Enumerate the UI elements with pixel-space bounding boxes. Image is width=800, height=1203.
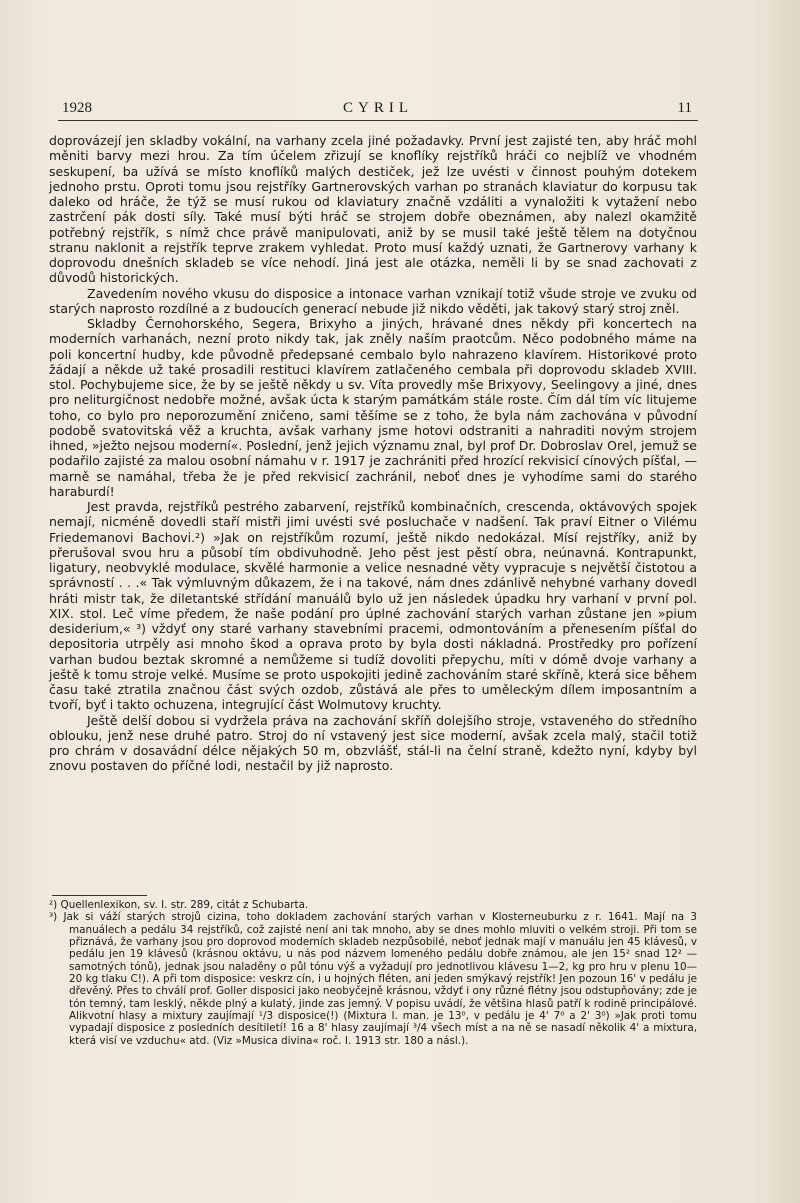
- header-year: 1928: [62, 100, 92, 116]
- paragraph-2: Zavedením nového vkusu do disposice a intonace varhan vznikají totiž všude stroje ve zvuku od starých naprosto rozdílné a z budoucích generací nebude již nikdo věděti, jak takový starý stroj zněl.: [49, 285, 697, 316]
- footnote-divider: [52, 895, 147, 896]
- page-number: 11: [677, 100, 692, 116]
- paragraph-1: doprovázejí jen skladby vokální, na varhany zcela jiné požadavky. První jest zajisté ten, aby hráč mohl měniti barvy mezi hrou. Za tím účelem zřizují se knoflíky rejstříků hráči co nejblíž ve vhodném seskupení, ba užívá se místo knoflíků malých destiček, jež lze uvésti v činnost pouhým dotekem jednoho prstu. Oproti tomu jsou rejstříky Gartnerovských varhan po stranách klaviatur do korpusu tak daleko od hráče, že týž se musí rukou od klaviatury značně vzdáliti a vynaložiti k vytažení nebo zastrčení pák dosti síly. Také musí býti hráč se strojem dobře obeznámen, aby nalezl okamžitě potřebný rejstřík, s nímž chce právě manipulovati, aniž by se musil také ještě tělem na dotyčnou stranu naklonit a rejstřík teprve zrakem vyhledat. Proto musí každý uznati, že Gartnerovy varhany k doprovodu dnešních skladeb se více nehodí. Jiná jest ale otázka, neměli li by se snad zachovati z důvodů historických.: [49, 133, 697, 286]
- footnote-3: ³) Jak si váží starých strojů cizina, toho dokladem zachování starých varhan v Klosterneuburku z r. 1641. Mají na 3 manuálech a pedálu 34 rejstříků, což zajisté není ani tak mnoho, aby se dnes mohlo mluviti o velkém stroji. Při tom se přiznává, že varhany jsou pro doprovod moderních skladeb nezpůsobilé, neboť jednak mají v manuálu jen 45 klávesů, v pedálu jen 19 klávesů (krásnou oktávu, u nás pod názvem lomeného pedálu dobře známou, ale jen 15² snad 12² — samotných tónů), jednak jsou naladěny o půl tónu výš a vyžadují pro jednotlivou klávesu 1—2, kg pro hru v plenu 10—20 kg tlaku C!). A při tom disposice: veskrz cín, i u hojných fléten, ani jeden smýkavý rejstřík! Jen pozoun 16' v pedálu je dřevěný. Přes to chválí prof. Goller disposici jako neobyčejně krásnou, vždyť i ony různé flétny jsou odstupňovány; zde je tón temný, tam lesklý, někde plný a kulatý, jinde zas jemný. V popisu uvádí, že většina hlasů patří k rodině principálové. Alikvotní hlasy a mixtury zaujímají ¹/3 disposice(!) (Mixtura I. man. je 13⁰, v pedálu je 4' 7⁰ a 2' 3⁰) »Jak proti tomu vypadají disposice z posledních desítiletí! 16 a 8' hlasy zaujímají ³/4 všech míst a na ně se nasadí několik 4' a mixtura, která visí ve vzduchu« atd. (Viz »Musica divina« roč. I. 1913 str. 180 a násl.).: [49, 911, 697, 1047]
- paragraph-5: Ještě delší dobou si vydržela práva na zachování skříň dolejšího stroje, vstaveného do středního oblouku, jenž nese druhé patro. Stroj do ní vstavený jest sice moderní, avšak zcela malý, stačil totiž pro chrám v dosavádní délce nějakých 50 m, obzvlášť, stál-li na čelní straně, kdežto nyní, kdyby byl znovu postaven do příčné lodi, nestačil by již naprosto.: [49, 712, 697, 774]
- paragraph-4: Jest pravda, rejstříků pestrého zabarvení, rejstříků kombinačních, crescenda, oktávových spojek nemají, nicméně dovedli staří mistři jimi uvésti své posluchače v nadšení. Tak praví Eitner o Vilému Friedemanovi Bachovi.²) »Jak on rejstříkům rozumí, ještě nikdo nedokázal. Mísí rejstříky, aniž by přerušoval svou hru a působí tím obdivuhodně. Jeho pěst jest pěstí obra, neúnavná. Kontrapunkt, ligatury, neobvyklé modulace, skvělé harmonie a velice nesnadné věty vypracuje s největší čistotou a správností . . .« Tak výmluvným důkazem, že i na takové, nám dnes zdánlivě nehybné varhany dovedl hráti mistr tak, že diletantské střídání manuálů bylo už jen následek úpadku hry varhaní v první pol. XIX. stol. Leč víme předem, že naše podání pro úplné zachování starých varhan zůstane jen »pium desiderium,« ³) vždyť ony staré varhany stavebními pracemi, odmontováním a přenesením píšťal do depositoria utrpěly asi mnoho škod a oprava proto by byla dosti nákladná. Prostředky pro pořízení varhan budou beztak skromné a nemůžeme si tudíž dovoliti přepychu, míti v dómě dvoje varhany a ještě k tomu stroje velké. Musíme se proto uspokojiti jedině zachováním staré skříně, která sice během času také ztratila značnou část svých ozdob, zůstává ale přes to uměleckým dílem imposantním a tvoří, byť i takto ochuzena, integrující část Wolmutovy kruchty.: [49, 499, 697, 713]
- journal-title: CYRIL: [343, 100, 413, 116]
- paragraph-3: Skladby Černohorského, Segera, Brixyho a jiných, hrávané dnes někdy při koncertech na moderních varhanách, nezní proto nikdy tak, jak zněly naším praotcům. Něco podobného máme na poli koncertní hudby, kde původně předepsané cembalo bylo nahrazeno klavírem. Historikové proto žádají a někde už také prosadili restituci klavírem zatlačeného cembala při doprovodu skladeb XVIII. stol. Pochybujeme sice, že by se ještě někdy u sv. Víta provedly mše Brixyovy, Seelingovy a jiné, dnes pro neliturgičnost nedobře možné, avšak úcta k starým památkám stále roste. Čím dál tím víc litujeme toho, co bylo pro neporozumění zničeno, sami těšíme se z toho, že byla nám zachována v původní podobě svatovitská věž a kruchta, avšak varhany jsme hotovi odstraniti a nahraditi novým strojem ihned, »ježto nejsou moderní«. Poslední, jenž jejich významu znal, byl prof Dr. Dobroslav Orel, jemuž se podařilo zajisté za malou osobní námahu v r. 1917 je zachrániti před hrozící rekvisicí cínových píšťal, — marně se namáhal, třeba že je před rekvisicí zachránil, neboť dnes je vyhodíme sami do starého haraburdí!: [49, 316, 697, 499]
- running-header: [58, 100, 698, 121]
- footnotes: [49, 899, 697, 1047]
- footnote-2: ²) Quellenlexikon, sv. I. str. 289, citát z Schubarta.: [49, 899, 309, 911]
- main-text: [49, 133, 697, 774]
